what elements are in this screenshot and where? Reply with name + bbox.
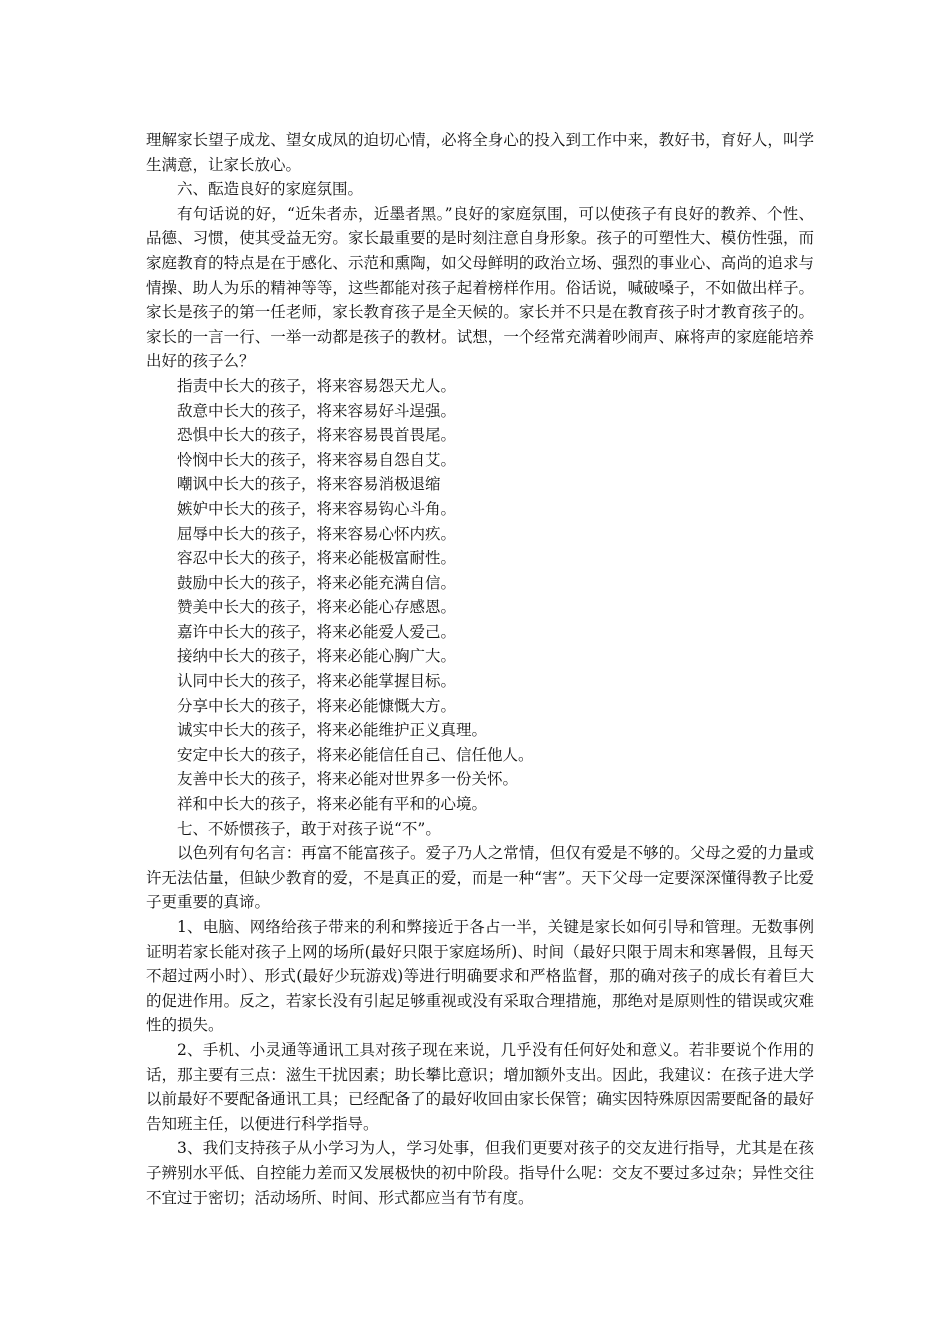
document-page bbox=[146, 128, 814, 1210]
section-7-heading: 七、不娇惯孩子，敢于对孩子说“不”。 bbox=[177, 819, 441, 838]
point-3-paragraph: 3、我们支持孩子从小学习为人，学习处事，但我们更要对孩子的交友进行指导，尤其是在孩子辨别水平低、自控能力差而又发展极快的初中阶段。指导什么呢：交友不要过多过杂；异性交往不宜过于密切；活动场所、时间、形式都应当有节有度。 bbox=[146, 1139, 814, 1207]
point-1-paragraph: 1、电脑、网络给孩子带来的利和弊接近于各占一半，关键是家长如何引导和管理。无数事例证明若家长能对孩子上网的场所(最好只限于家庭场所)、时间（最好只限于周末和寒暑假，且每天不超过两小时）、形式(最好少玩游戏)等进行明确要求和严格监督，那的确对孩子的成长有着巨大的促进作用。反之，若家长没有引起足够重视或没有采取合理措施，那绝对是原则性的错误或灾难性的损失。 bbox=[146, 918, 814, 1035]
saying-line: 指责中长大的孩子，将来容易怨天尤人。 bbox=[177, 376, 457, 395]
saying-line: 屈辱中长大的孩子，将来容易心怀内疚。 bbox=[177, 524, 457, 543]
saying-line: 嫉妒中长大的孩子，将来容易钩心斗角。 bbox=[177, 499, 457, 518]
saying-line: 认同中长大的孩子，将来必能掌握目标。 bbox=[177, 672, 457, 691]
continuation-paragraph: 理解家长望子成龙、望女成凤的迫切心情，必将全身心的投入到工作中来，教好书，育好人，叫学生满意，让家长放心。 bbox=[146, 131, 814, 174]
section-7-intro-paragraph: 以色列有句名言：再富不能富孩子。爱子乃人之常情，但仅有爱是不够的。父母之爱的力量或许无法估量，但缺少教育的爱，不是真正的爱，而是一种“害”。天下父母一定要深深懂得教子比爱子更重要的真谛。 bbox=[146, 844, 814, 912]
saying-line: 嘉许中长大的孩子，将来必能爱人爱己。 bbox=[177, 622, 457, 641]
saying-line: 怜悯中长大的孩子，将来容易自怨自艾。 bbox=[177, 450, 457, 469]
saying-line: 鼓励中长大的孩子，将来必能充满自信。 bbox=[177, 573, 457, 592]
saying-line: 接纳中长大的孩子，将来必能心胸广大。 bbox=[177, 647, 457, 666]
saying-line: 容忍中长大的孩子，将来必能极富耐性。 bbox=[177, 549, 457, 568]
saying-line: 诚实中长大的孩子，将来必能维护正义真理。 bbox=[177, 721, 488, 740]
saying-line: 嘲讽中长大的孩子，将来容易消极退缩 bbox=[177, 475, 441, 494]
section-6-paragraph: 有句话说的好，“近朱者赤，近墨者黑。”良好的家庭氛围，可以使孩子有良好的教养、个性、品德、习惯，使其受益无穷。家长最重要的是时刻注意自身形象。孩子的可塑性大、模仿性强，而家庭教育的特点是在于感化、示范和熏陶，如父母鲜明的政治立场、强烈的事业心、高尚的追求与情操、助人为乐的精神等等，这些都能对孩子起着榜样作用。俗话说，喊破嗓子，不如做出样子。家长是孩子的第一任老师，家长教育孩子是全天候的。家长并不只是在教育孩子时才教育孩子的。家长的一言一行、一举一动都是孩子的教材。试想，一个经常充满着吵闹声、麻将声的家庭能培养出好的孩子么？ bbox=[146, 204, 814, 371]
saying-line: 敌意中长大的孩子，将来容易好斗逞强。 bbox=[177, 401, 457, 420]
saying-line: 恐惧中长大的孩子，将来容易畏首畏尾。 bbox=[177, 426, 457, 445]
section-6-heading: 六、酝造良好的家庭氛围。 bbox=[177, 180, 364, 199]
sayings-list bbox=[146, 374, 814, 817]
saying-line: 友善中长大的孩子，将来必能对世界多一份关怀。 bbox=[177, 770, 519, 789]
saying-line: 分享中长大的孩子，将来必能慷慨大方。 bbox=[177, 696, 457, 715]
saying-line: 安定中长大的孩子，将来必能信任自己、信任他人。 bbox=[177, 745, 534, 764]
point-2-paragraph: 2、手机、小灵通等通讯工具对孩子现在来说，几乎没有任何好处和意义。若非要说个作用的话，那主要有三点：滋生干扰因素；助长攀比意识；增加额外支出。因此，我建议：在孩子进大学以前最好不要配备通讯工具；已经配备了的最好收回由家长保管；确实因特殊原因需要配备的最好告知班主任，以便进行科学指导。 bbox=[146, 1040, 814, 1133]
saying-line: 祥和中长大的孩子，将来必能有平和的心境。 bbox=[177, 795, 488, 814]
saying-line: 赞美中长大的孩子，将来必能心存感恩。 bbox=[177, 598, 457, 617]
